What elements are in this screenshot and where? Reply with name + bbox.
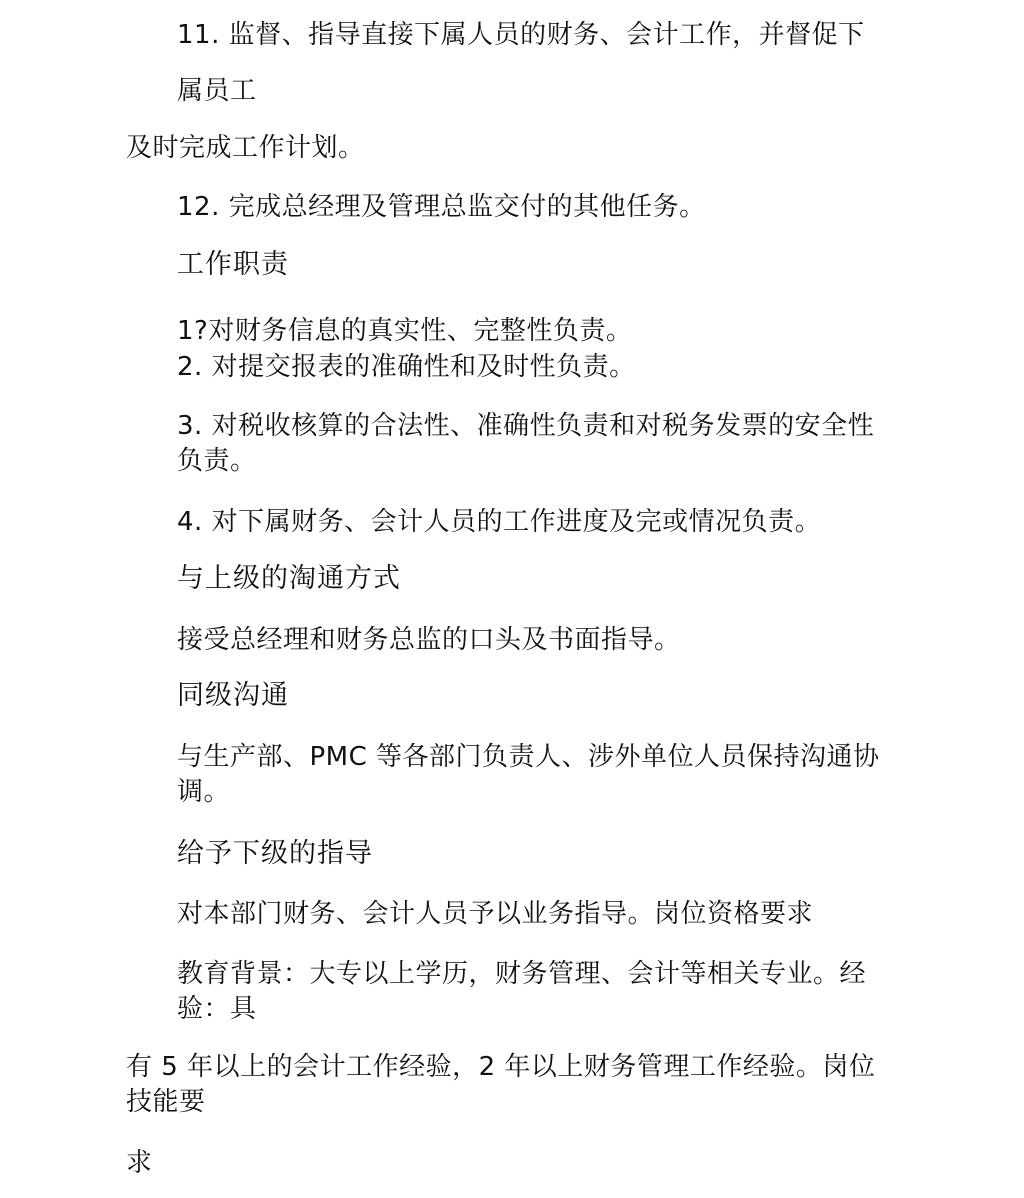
experience-text-line2: 技能要 — [126, 1087, 206, 1117]
skills-requirement-text: 求 — [126, 1148, 153, 1178]
subordinate-guidance-text: 对本部门财务、会计人员予以业务指导。岗位资格要求 — [177, 899, 814, 929]
section-heading-peer-communication: 同级沟通 — [177, 680, 289, 711]
duty-item-1: 1?对财务信息的真实性、完整性负责。 — [177, 316, 633, 346]
paragraph-item-11-line1: 11. 监督、指导直接下属人员的财务、会计工作，并督促下 — [177, 20, 865, 50]
duty-item-3-line1: 3. 对税收核算的合法性、准确性负责和对税务发票的安全性 — [177, 411, 875, 441]
paragraph-item-11-line2: 属员工 — [177, 76, 257, 106]
duty-item-4: 4. 对下属财务、会计人员的工作进度及完或情况负责。 — [177, 507, 822, 537]
duty-item-2: 2. 对提交报表的准确性和及时性负责。 — [177, 352, 636, 382]
paragraph-item-12: 12. 完成总经理及管理总监交付的其他任务。 — [177, 192, 706, 222]
paragraph-item-11-line3: 及时完成工作计划。 — [126, 133, 365, 163]
education-text-line1: 教育背景：大专以上学历，财务管理、会计等相关专业。经 — [177, 959, 867, 989]
peer-communication-text-line1: 与生产部、PMC 等各部门负责人、涉外单位人员保持沟通协 — [177, 742, 880, 772]
peer-communication-text-line2: 调。 — [177, 777, 231, 807]
section-heading-job-duties: 工作职责 — [177, 249, 289, 280]
experience-text-line1: 有 5 年以上的会计工作经验，2 年以上财务管理工作经验。岗位 — [126, 1052, 876, 1082]
superior-communication-text: 接受总经理和财务总监的口头及书面指导。 — [177, 625, 681, 655]
duty-item-3-line2: 负责。 — [177, 446, 257, 476]
section-heading-subordinate-guidance: 给予下级的指导 — [177, 838, 373, 869]
education-text-line2: 验：具 — [177, 994, 257, 1024]
section-heading-superior-communication: 与上级的淘通方式 — [177, 563, 401, 594]
